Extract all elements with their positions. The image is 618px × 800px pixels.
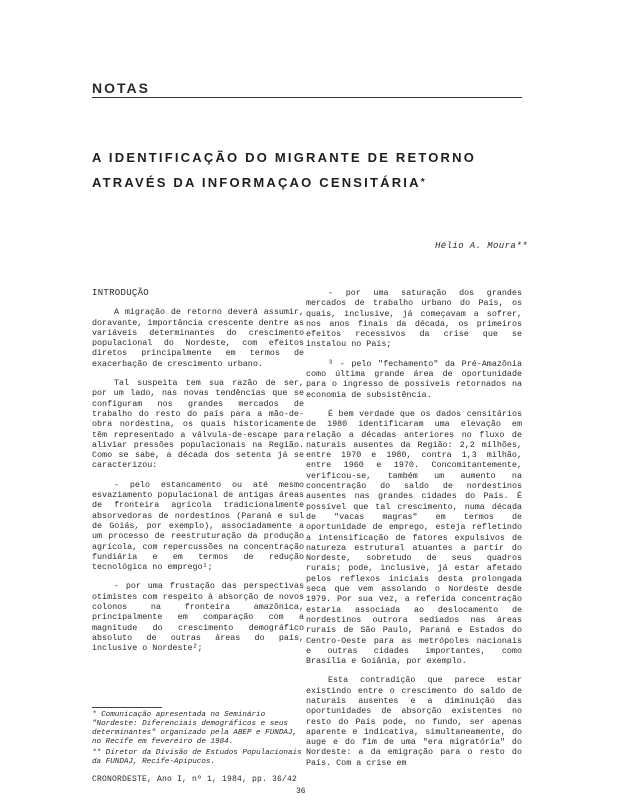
paragraph: Tal suspeita tem sua razão de ser, por um lado, nas novas tendências que se configuram nos grandes mercados de trabalho do resto do país para a mão-de-obra nordestina, os quais historicamente têm representado a válvula-de-escape para aliviar pressões populacionais na Região. Como se sabe, a década dos setenta já se caracterizou:: [92, 378, 304, 471]
footnote: * Comunicação apresentada no Seminário "Nordeste: Diferenciais demográficos e seus determinantes" organizado pela ABEP e FUNDAJ, no Recife em fevereiro de 1984.: [92, 711, 298, 746]
paragraph: A migração de retorno deverá assumir, doravante, importância crescente dentre as variáveis determinantes do crescimento populacional do Nordeste, com efeitos diretos principalmente em termos de exacerbação de crescimento urbano.: [92, 307, 304, 369]
paragraph: Esta contradição que parece estar existindo entre o crescimento do saldo de naturais ausentes e a diminuição das oportunidades de absorção existentes no resto do País pode, no fundo, ser apenas aparente e indicativa, simultaneamente, do auge e do fim de uma "era migratória" do Nordeste: a da emigração para o resto do País. Com a crise em: [306, 675, 522, 768]
paragraph: É bem verdade que os dados censitários de 1980 identificaram uma elevação em relação a décadas anteriores no fluxo de naturais ausentes da Região: 2,2 milhões, entre 1970 e 1980, contra 1,3 milhão, entre 1960 e 1970. Concomitantemente, verificou-se, também um aumento na concentração do saldo de nordestinos ausentes nas grandes cidades do País. É possível que tal crescimento, numa década de "vacas magras" em termos de oportunidade de emprego, esteja refletindo a intensificação de fatores expulsivos de natureza estrutural atuantes a partir do Nordeste, sobretudo de seus quadros rurais; pode, inclusive, já estar afetado pelos reflexos iniciais desta prolongada seca que vem assolando o Nordeste desde 1979. Por sua vez, a referida concentração estaria associada ao deslocamento de nordestinos outrora sediados nas áreas rurais de São Paulo, Paraná e Estados do Centro-Oeste para as metrópoles nacionais e outras cidades importantes, como Brasília e Goiânia, por exemplo.: [306, 408, 522, 667]
footnote-rule: [92, 707, 162, 708]
article-title: [92, 145, 532, 195]
title-line-2-text: ATRAVÉS DA INFORMAÇAO CENSITÁRIA: [92, 175, 421, 190]
section-heading: INTRODUÇÃO: [92, 288, 150, 298]
title-footnote-mark: *: [420, 177, 427, 188]
paragraph: - por uma frustação das perspectivas otimistes com respeito à absorção de novos colonos na fronteira amazônica, principalmente em comparação com a magnitude do crescimento demográfico absoluto de outras áreas do país, inclusive o Nordeste²;: [92, 581, 304, 654]
footnote: ** Diretor da Divisão de Estudos Populacionais da FUNDAJ, Recife-Apipucos.: [92, 749, 302, 766]
paragraph: ³ - pelo "fechamento" da Pré-Amazônia como última grande área de oportunidade para o ingresso de possíveis retornados na economia de subsistência.: [306, 358, 522, 400]
right-column: [306, 288, 522, 777]
section-label: NOTAS: [92, 80, 150, 96]
author-name: Hélio A. Moura**: [435, 241, 528, 251]
footnotes: [92, 711, 304, 769]
page-number: 36: [296, 787, 306, 796]
header-rule: [92, 97, 522, 98]
left-column: [92, 288, 304, 663]
title-line-1: A IDENTIFICAÇÃO DO MIGRANTE DE RETORNO: [92, 150, 477, 165]
paragraph: - pelo estancamento ou até mesmo esvaziamento populacional de antigas áreas de fronteira agrícola tradicionalmente absorvedoras de nordestinos (Paraná e sul de Goiás, por exemplo), associadamente a um processo de reestruturação da produção agrícola, com repercussões na concentração fundiária e em termos de redução tecnológica no emprego¹;: [92, 479, 304, 573]
journal-citation: CRONORDESTE, Ano I, nº 1, 1984, pp. 36/42: [92, 775, 298, 784]
title-line-2: [92, 170, 532, 195]
paragraph: - por uma saturação dos grandes mercados de trabalho urbano do País, os quais, inclusive, já começavam a sofrer, nos anos finais da década, os primeiros efeitos recessivos da crise que se instalou no País;: [306, 288, 522, 350]
